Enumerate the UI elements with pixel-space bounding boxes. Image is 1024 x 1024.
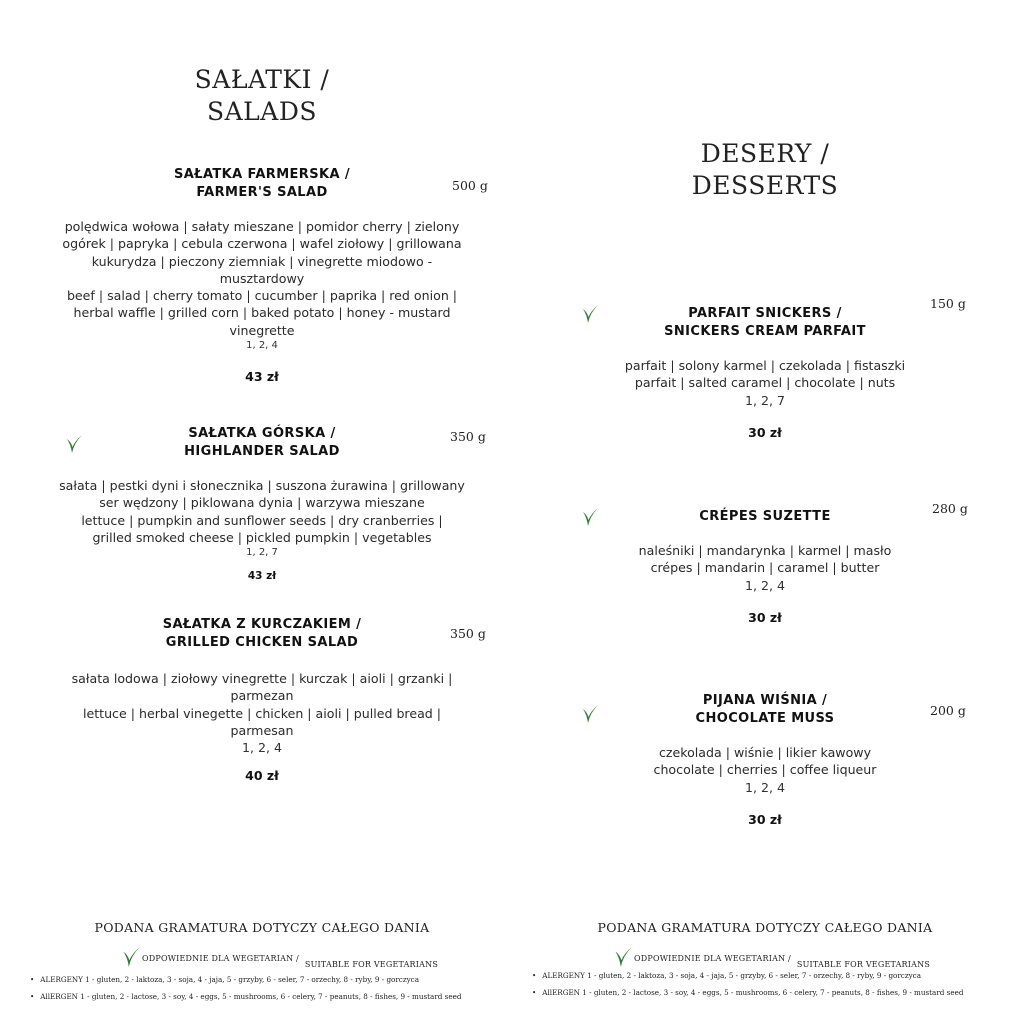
dish-name-line-2: CHOCOLATE MUSS <box>695 711 835 726</box>
menu-item-snickers-parfait <box>514 296 1016 440</box>
description-line: ser wędzony | piklowana dynia | warzywa mieszane <box>99 495 425 511</box>
dish-price: 30 zł <box>748 811 782 827</box>
dish-name-line-1: PIJANA WIŚNIA / <box>702 693 828 708</box>
allergen-legend-pl <box>30 975 419 984</box>
dish-name <box>12 616 512 652</box>
dish-weight: 350 g <box>450 429 486 444</box>
description-line: sałata | pestki dyni i słonecznika | suszona żurawina | grillowany <box>59 478 465 493</box>
vegetarian-legend <box>120 945 438 969</box>
vegetarian-leaf-icon <box>612 945 634 969</box>
page-title-line-2: DESSERTS <box>691 171 839 200</box>
dish-name-line-2: FARMER'S SALAD <box>196 185 328 200</box>
dish-name-line-1: PARFAIT SNICKERS / <box>688 306 842 321</box>
dish-name-line-1: SAŁATKA FARMERSKA / <box>173 167 350 182</box>
portion-weight-note: PODANA GRAMATURA DOTYCZY CAŁEGO DANIA <box>94 920 430 935</box>
page-title <box>12 64 512 128</box>
description-line: crépes | mandarin | caramel | butter <box>650 560 880 576</box>
description-line: parmezan <box>230 688 294 704</box>
menu-item-highlander-salad <box>12 425 512 582</box>
description-line: beef | salad | cherry tomato | cucumber | paprika | red onion | <box>66 288 458 304</box>
allergen-legend-en <box>30 992 461 1001</box>
allergen-legend-text: ALERGENY 1 - gluten, 2 - laktoza, 3 - soja, 4 - jaja, 5 - grzyby, 6 - seler, 7 - orzechy, 8 - ryby, 9 - gorczyca <box>542 971 921 980</box>
dish-name-line-1: SAŁATKA GÓRSKA / <box>188 426 336 441</box>
description-line: naleśniki | mandarynka | karmel | masło <box>638 543 892 558</box>
description-line: musztardowy <box>219 270 305 286</box>
dish-price: 43 zł <box>247 570 277 583</box>
description-line: lettuce | pumpkin and sunflower seeds | dry cranberries | <box>81 512 443 528</box>
allergen-legend-text: AllERGEN 1 - gluten, 2 - lactose, 3 - soy, 4 - eggs, 5 - mushrooms, 6 - celery, 7 - peanuts, 8 - fishes, 9 - mustard seed <box>542 988 964 997</box>
description-line: parfait | solony karmel | czekolada | fistaszki <box>624 358 906 373</box>
description-line: vinegrette <box>229 322 295 338</box>
bullet-icon: • <box>30 992 35 1001</box>
dish-name <box>12 166 512 202</box>
vegetarian-legend-pl: ODPOWIEDNIE DLA WEGETARIAN / <box>142 954 299 963</box>
menu-item-farmers-salad <box>12 166 512 384</box>
description-line: sałata lodowa | ziołowy vinegrette | kurczak | aioli | grzanki | <box>71 671 453 686</box>
vegetarian-leaf-icon <box>120 945 142 969</box>
dish-allergens: 1, 2, 4 <box>246 340 278 352</box>
dish-description <box>514 357 1016 392</box>
description-line: chocolate | cherries | coffee liqueur <box>653 762 877 778</box>
vegetarian-legend-pl: ODPOWIEDNIE DLA WEGETARIAN / <box>634 954 791 963</box>
page-title <box>514 138 1016 202</box>
dish-name-line-2: SNICKERS CREAM PARFAIT <box>664 324 866 339</box>
dish-description <box>12 218 512 339</box>
dish-allergens: 1, 2, 4 <box>744 779 786 795</box>
dish-description <box>514 744 1016 779</box>
dish-name <box>12 425 512 461</box>
page-title-line-1: SAŁATKI / <box>194 65 330 94</box>
dish-description <box>12 477 512 546</box>
allergen-legend-pl <box>532 971 921 980</box>
allergen-legend-text: ALERGENY 1 - gluten, 2 - laktoza, 3 - soja, 4 - jaja, 5 - grzyby, 6 - seler, 7 - orzechy, 8 - ryby, 9 - gorczyca <box>40 975 419 984</box>
vegetarian-legend <box>612 945 930 969</box>
page-title-line-1: DESERY / <box>700 139 830 168</box>
description-line: kukurydza | pieczony ziemniak | vinegrette miodowo - <box>91 253 433 269</box>
description-line: czekolada | wiśnie | likier kawowy <box>658 745 872 760</box>
bullet-icon: • <box>30 975 35 984</box>
bullet-icon: • <box>532 988 537 997</box>
dish-name-line-1: CRÉPES SUZETTE <box>699 509 831 524</box>
dish-weight: 150 g <box>930 296 966 311</box>
dish-name-line-2: GRILLED CHICKEN SALAD <box>165 635 359 650</box>
description-line: grilled smoked cheese | pickled pumpkin | vegetables <box>92 529 432 545</box>
menu-item-pijana-wisnia <box>514 692 1016 827</box>
allergen-legend-en <box>532 988 963 997</box>
desserts-menu-page <box>514 0 1024 1024</box>
dish-weight: 350 g <box>450 626 486 641</box>
dish-weight: 280 g <box>932 501 968 516</box>
bullet-icon: • <box>532 971 537 980</box>
vegetarian-legend-en: SUITABLE FOR VEGETARIANS <box>796 960 930 969</box>
dish-allergens: 1, 2, 4 <box>241 740 283 756</box>
description-line: polędwica wołowa | sałaty mieszane | pomidor cherry | zielony <box>64 219 460 234</box>
description-line: herbal waffle | grilled corn | baked potato | honey - mustard <box>73 305 451 321</box>
description-line: parfait | salted caramel | chocolate | nuts <box>634 375 896 391</box>
dish-price: 40 zł <box>245 768 279 784</box>
description-line: parmesan <box>230 722 294 738</box>
dish-price: 30 zł <box>748 609 782 625</box>
description-line: lettuce | herbal vinegette | chicken | aioli | pulled bread | <box>82 705 442 721</box>
menu-item-grilled-chicken-salad <box>12 616 512 783</box>
dish-allergens: 1, 2, 7 <box>744 392 786 408</box>
dish-description <box>514 542 1016 577</box>
portion-weight-note: PODANA GRAMATURA DOTYCZY CAŁEGO DANIA <box>597 920 933 935</box>
dish-allergens: 1, 2, 7 <box>246 547 278 559</box>
dish-allergens: 1, 2, 4 <box>744 577 786 593</box>
description-line: ogórek | papryka | cebula czerwona | wafel ziołowy | grillowana <box>62 236 462 252</box>
dish-name-line-2: HIGHLANDER SALAD <box>184 444 340 459</box>
dish-weight: 500 g <box>452 178 488 193</box>
dish-price: 43 zł <box>245 369 279 385</box>
dish-name-line-1: SAŁATKA Z KURCZAKIEM / <box>162 617 362 632</box>
page-title-line-2: SALADS <box>206 97 317 126</box>
dish-weight: 200 g <box>930 703 966 718</box>
dish-price: 30 zł <box>748 424 782 440</box>
allergen-legend-text: AllERGEN 1 - gluten, 2 - lactose, 3 - soy, 4 - eggs, 5 - mushrooms, 6 - celery, 7 - peanuts, 8 - fishes, 9 - mustard seed <box>40 992 462 1001</box>
dish-description <box>12 670 512 739</box>
menu-item-crepes-suzette <box>514 501 1016 625</box>
vegetarian-legend-en: SUITABLE FOR VEGETARIANS <box>304 960 438 969</box>
